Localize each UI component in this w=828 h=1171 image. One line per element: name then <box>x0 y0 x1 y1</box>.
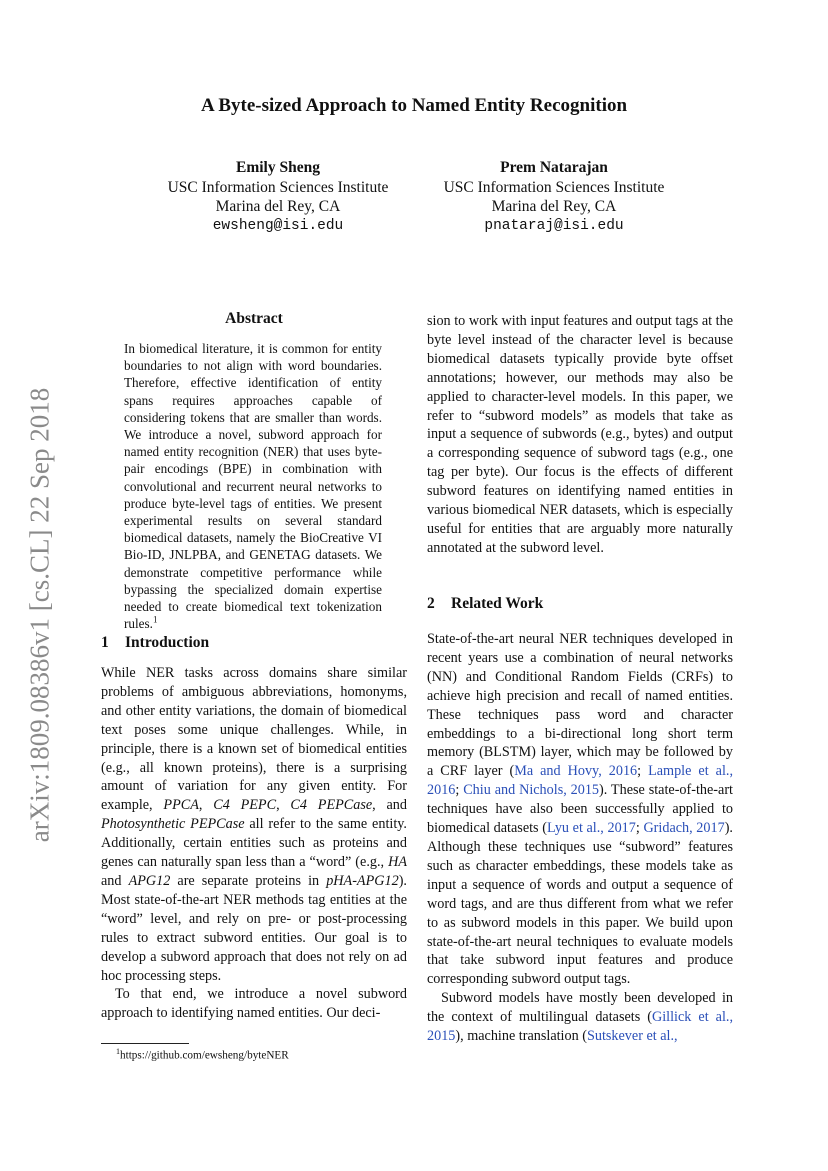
text-run: ). Although these techniques use “subword” features such as character embeddings, these models take as input a sequence of words and output a sequence of word tags, and are thus different from what we refer to as subword models in this paper. We build upon state-of-the-art neural techniques to evaluate models that take subword input features and produce corresponding subword output tags. <box>427 820 733 988</box>
text-run: Subword models have mostly been developed in the context of multilingual datasets ( <box>427 990 733 1026</box>
citation-link[interactable]: Lyu et al., 2017 <box>546 820 636 837</box>
author-location: Marina del Rey, CA <box>491 198 617 215</box>
author-affiliation: USC Information Sciences Institute <box>443 178 665 196</box>
text-run: , and <box>372 797 407 814</box>
citation-link[interactable]: Lample et al., 2016 <box>427 763 733 799</box>
text-run: , <box>276 797 291 814</box>
paragraph: sion to work with input features and output tags at the byte level instead of the character level is because biomedical datasets typically provide byte offset annotations; however, our methods may also be applied to character-level models. In this paper, we refer to “subword models” as models that take as input a sequence of subwords (e.g., bytes) and output a corresponding sequence of subword tags (e.g., one tag per byte). Our focus is the effects of different subword features on identifying named entities in various biomedical NER datasets, which is especially useful for entities that are arguably more naturally annotated at the subword level. <box>427 313 733 556</box>
citation-link[interactable]: Ma and Hovy, 2016 <box>514 763 638 780</box>
paragraph <box>101 664 407 985</box>
footnote-marker[interactable]: 1 <box>152 614 158 625</box>
section-number: 1 <box>101 634 109 651</box>
paragraph <box>427 989 733 1046</box>
citation-link[interactable]: Gillick et al., 2015 <box>427 1009 733 1045</box>
entity-name: C4 PEPC <box>213 797 277 814</box>
paragraph <box>427 630 733 989</box>
text-run: ). Most state-of-the-art NER methods tag entities at the “word” level, and rely on pre- or post-processing rules to extract subword entities. Our goal is to develop a subword approach that does not rely on ad hoc processing steps. <box>101 872 407 984</box>
abstract-text: In biomedical literature, it is common for entity boundaries to not align with word boundaries. Therefore, effective identification of entity spans requires approaches capable of considering tokens that are smaller than words. We introduce a novel, subword approach for named entity recognition (NER) that uses byte-pair encodings (BPE) in combination with convolutional and recurrent neural networks to produce byte-level tags of entities. We present experimental results on several standard biomedical datasets, namely the BioCreative VI Bio-ID, JNLPBA, and GENETAG datasets. We demonstrate competitive performance while bypassing the specialized domain expertise needed to create biomedical text tokenization rules. <box>124 341 382 632</box>
author-block-2 <box>404 158 704 236</box>
author-email: pnataraj@isi.edu <box>484 217 624 234</box>
arxiv-stamp: arXiv:1809.08386v1 [cs.CL] 22 Sep 2018 <box>24 387 55 843</box>
text-run: , <box>198 797 214 814</box>
section-number: 2 <box>427 595 435 612</box>
paragraph: To that end, we introduce a novel subword approach to identifying named entities. Our deci- <box>101 986 407 1022</box>
entity-name: APG12 <box>128 872 171 889</box>
abstract-body <box>124 340 382 632</box>
citation-link[interactable]: Chiu and Nichols, 2015 <box>463 782 600 799</box>
entity-name: pHA-APG12 <box>326 872 399 889</box>
footnote <box>116 1047 289 1062</box>
text-run: ). These state-of-the-art techniques have also been successfully applied to biomedical datasets ( <box>427 782 733 837</box>
section-title: Related Work <box>451 595 544 612</box>
author-block-1 <box>128 158 428 236</box>
section-heading-introduction <box>101 634 209 652</box>
author-name: Emily Sheng <box>236 159 320 176</box>
entity-name: HA <box>388 854 407 871</box>
text-run: ), machine translation ( <box>455 1028 587 1045</box>
text-run: all refer to the same entity. Additionally, certain entities such as proteins and genes can naturally span less than a “word” (e.g., <box>101 816 407 871</box>
text-run: State-of-the-art neural NER techniques developed in recent years use a combination of neural networks (NN) and Conditional Random Fields (CRFs) to achieve high precision and recall of named entities. These techniques pass word and character embeddings to a bi-directional long short term memory (BLSTM) layer, which may be followed by a CRF layer ( <box>427 631 733 780</box>
citation-link[interactable]: Sutskever et al., <box>586 1028 678 1045</box>
entity-name: Photosynthetic PEPCase <box>101 816 245 833</box>
arxiv-sidebar <box>20 365 60 865</box>
author-affiliation: USC Information Sciences Institute <box>167 178 389 196</box>
text-run: ; <box>635 820 644 837</box>
paper-title: A Byte-sized Approach to Named Entity Recognition <box>200 95 628 116</box>
section-title: Introduction <box>125 634 210 651</box>
text-run: While NER tasks across domains share similar problems of ambiguous abbreviations, homonyms, and other entity variations, the domain of biomedical text poses some unique challenges. While, in principle, there is a known set of biomedical entities (e.g., all known proteins), there is a surprising amount of variation for any given entity. For example, <box>101 665 407 814</box>
section-heading-related-work <box>427 595 543 613</box>
entity-name: PPCA <box>163 797 199 814</box>
author-email: ewsheng@isi.edu <box>212 217 344 234</box>
text-run: and <box>101 872 129 889</box>
abstract-heading: Abstract <box>225 310 283 327</box>
footnote-number: 1 <box>116 1047 120 1056</box>
author-name: Prem Natarajan <box>500 159 608 176</box>
introduction-body <box>101 664 407 1023</box>
text-run: ; <box>455 782 464 799</box>
footnote-url[interactable]: https://github.com/ewsheng/byteNER <box>120 1049 289 1062</box>
text-run: ; <box>637 763 649 780</box>
introduction-continuation <box>427 312 733 558</box>
related-work-body <box>427 630 733 1046</box>
footnote-rule <box>101 1043 189 1044</box>
text-run: are separate proteins in <box>170 872 327 889</box>
citation-link[interactable]: Gridach, 2017 <box>643 820 725 837</box>
author-location: Marina del Rey, CA <box>215 198 341 215</box>
entity-name: C4 PEPCase <box>290 797 373 814</box>
